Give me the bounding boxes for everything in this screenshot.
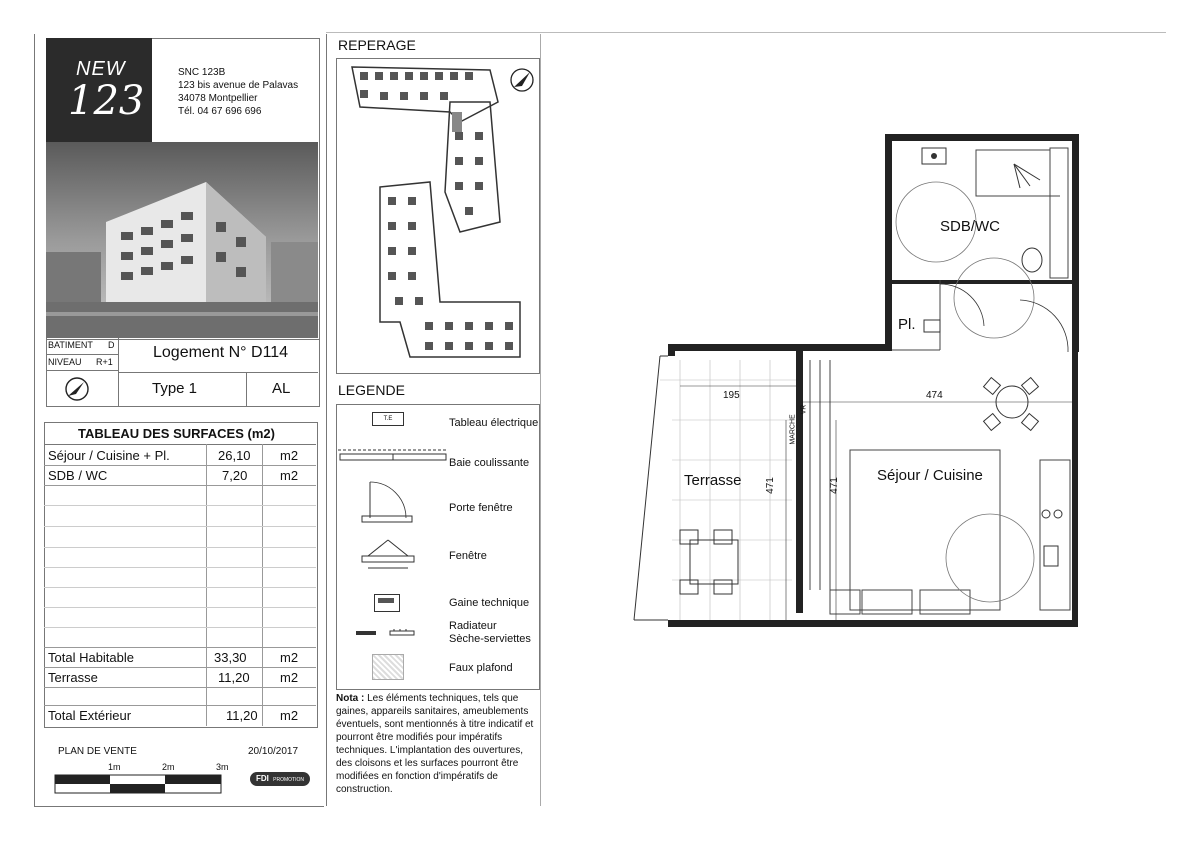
- niveau-label: NIVEAU: [48, 357, 82, 367]
- company-name: SNC 123B: [178, 67, 226, 78]
- nota-bold: Nota :: [336, 693, 365, 704]
- total-exterieur-label: Total Extérieur: [48, 708, 132, 723]
- legend-item-radiateur: Radiateur Sèche-serviettes: [449, 620, 531, 645]
- table-row-line: [44, 485, 316, 486]
- info-divider-h1: [118, 372, 318, 373]
- table-row-line: [44, 627, 316, 628]
- table-row-line: [44, 547, 316, 548]
- legend-item-fenetre: Fenêtre: [449, 550, 487, 562]
- logement-type: Type 1: [152, 380, 198, 397]
- surface-unit-sejour: m2: [280, 448, 299, 463]
- dimension-471-terrasse: 471: [764, 477, 776, 494]
- technical-shaft-icon: [374, 594, 400, 612]
- building-photo: [46, 142, 318, 338]
- nota-body: Les éléments techniques, tels que gaines, appareils sanitaires, ameublements éventuels, sont mentionnés à titre indicatif et pourront être modifiés pour impératifs techniques. L'implantation des ouvertures, des cloisons et les surfaces pourront être modifiées en fonction d'impératifs de construction.: [336, 693, 534, 795]
- site-plan-map: [340, 62, 536, 368]
- scale-1m: 1m: [108, 762, 121, 772]
- frame-top-line: [326, 32, 1166, 33]
- surface-label-sejour: Séjour / Cuisine + Pl.: [48, 448, 170, 463]
- room-label-placard: Pl.: [898, 316, 916, 333]
- logement-code: AL: [272, 380, 291, 397]
- info-divider-h3: [46, 370, 118, 371]
- info-divider-v2: [246, 372, 247, 406]
- table-row-line: [44, 667, 316, 668]
- surface-value-sejour: 26,10: [218, 448, 251, 463]
- batiment-value: D: [108, 340, 115, 350]
- radiator-icon: [354, 628, 418, 638]
- fdi-brand: FDI: [256, 774, 269, 783]
- table-row-line: [44, 687, 316, 688]
- sliding-door-icon: [338, 446, 448, 468]
- table-row-line: [44, 587, 316, 588]
- reperage-title: REPERAGE: [338, 37, 416, 53]
- company-city: 34078 Montpellier: [178, 93, 258, 104]
- table-row-line: [44, 526, 316, 527]
- frame-right-line: [540, 34, 541, 806]
- logement-number: Logement N° D114: [153, 344, 289, 361]
- scale-3m: 3m: [216, 762, 229, 772]
- company-phone: Tél. 04 67 696 696: [178, 106, 262, 117]
- legend-item-tableau: Tableau électrique: [449, 417, 539, 429]
- dimension-474: 474: [926, 390, 943, 401]
- table-col-value: [206, 444, 207, 726]
- batiment-label: BATIMENT: [48, 340, 93, 350]
- room-label-sejour: Séjour / Cuisine: [877, 467, 983, 484]
- te-box-icon: [372, 412, 404, 426]
- table-row-line: [44, 505, 316, 506]
- total-exterieur-unit: m2: [280, 708, 299, 723]
- surface-value-sdb: 7,20: [222, 468, 248, 483]
- french-door-icon: [360, 478, 420, 526]
- terrasse-value: 11,20: [218, 670, 250, 685]
- legende-title: LEGENDE: [338, 382, 405, 398]
- brand-logo: [46, 38, 152, 142]
- dimension-471-sejour: 471: [828, 477, 840, 494]
- window-icon: [360, 534, 420, 574]
- legend-item-porte: Porte fenêtre: [449, 502, 513, 514]
- surfaces-title: TABLEAU DES SURFACES (m2): [78, 426, 275, 441]
- company-address: [178, 66, 298, 118]
- nota-text: [336, 692, 536, 796]
- table-row-line: [44, 465, 316, 466]
- logo-number-text: 123: [68, 78, 145, 124]
- fdi-logo: [250, 772, 310, 786]
- technical-shaft-icon-inner: [378, 598, 394, 603]
- terrasse-unit: m2: [280, 670, 299, 685]
- te-box-label: T.E: [383, 416, 393, 422]
- company-street: 123 bis avenue de Palavas: [178, 80, 299, 91]
- table-row-line: [44, 567, 316, 568]
- table-row-line: [44, 647, 316, 648]
- scale-2m: 2m: [162, 762, 175, 772]
- compass-small-icon: [62, 374, 92, 404]
- room-label-terrasse: Terrasse: [684, 472, 742, 489]
- floor-plan: [600, 120, 1100, 640]
- scale-bar: [54, 774, 224, 794]
- niveau-value: R+1: [96, 357, 113, 367]
- surface-unit-sdb: m2: [280, 468, 299, 483]
- plan-de-vente-label: PLAN DE VENTE: [58, 746, 137, 757]
- frame-mid-line: [326, 34, 327, 806]
- plan-date: 20/10/2017: [248, 746, 299, 757]
- table-row-line: [44, 607, 316, 608]
- surface-label-sdb: SDB / WC: [48, 468, 108, 483]
- room-label-sdb: SDB/WC: [940, 218, 1000, 235]
- table-row-line: [44, 705, 316, 706]
- frame-left-line: [34, 34, 35, 806]
- false-ceiling-icon: [372, 654, 404, 680]
- total-habitable-unit: m2: [280, 650, 299, 665]
- vr-label: VR: [800, 404, 808, 415]
- total-exterieur-value: 11,20: [226, 708, 258, 723]
- legend-item-baie: Baie coulissante: [449, 457, 530, 469]
- marche-label: MARCHE: [789, 414, 797, 445]
- table-header-line: [44, 444, 316, 445]
- info-divider-h2: [46, 354, 118, 355]
- logo-top-text: NEW: [76, 58, 126, 80]
- legend-item-gaine: Gaine technique: [449, 597, 530, 609]
- total-habitable-label: Total Habitable: [48, 650, 134, 665]
- dimension-195: 195: [723, 390, 740, 401]
- legend-item-faux-plafond: Faux plafond: [449, 662, 513, 674]
- frame-bottom-line: [34, 806, 324, 807]
- terrasse-label: Terrasse: [48, 670, 98, 685]
- fdi-brand-sub: PROMOTION: [273, 777, 304, 783]
- table-col-unit: [262, 444, 263, 726]
- total-habitable-value: 33,30: [214, 650, 247, 665]
